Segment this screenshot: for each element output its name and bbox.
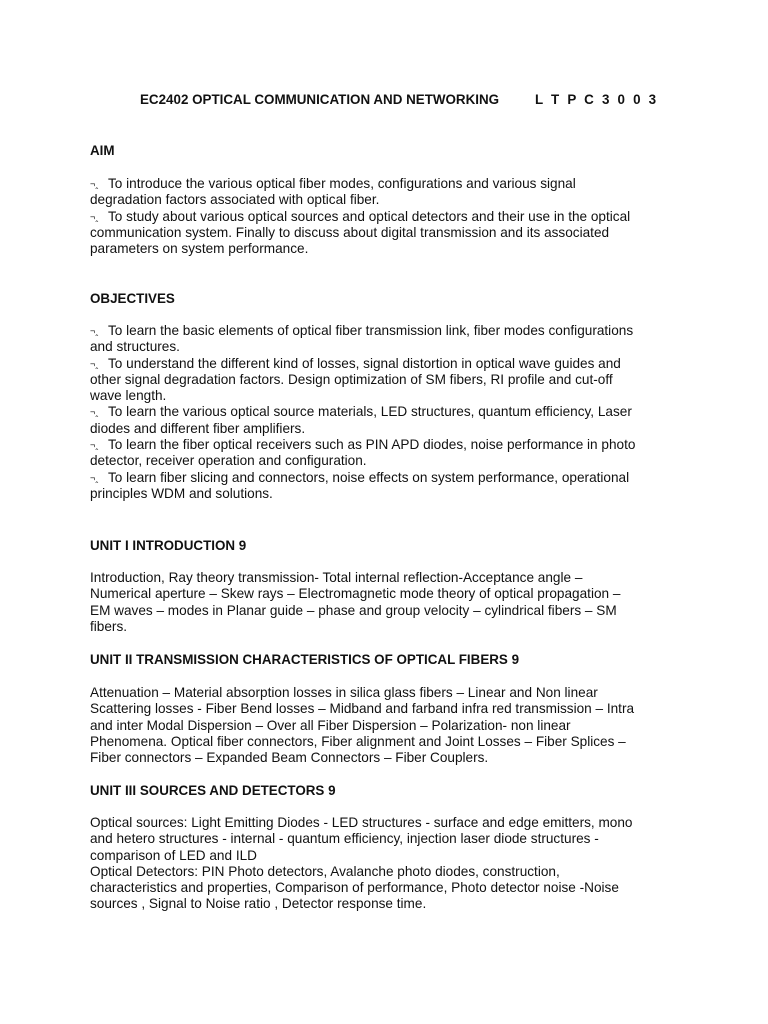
unit3-text <box>90 815 640 913</box>
course-title: EC2402 OPTICAL COMMUNICATION AND NETWORKING <box>140 92 500 107</box>
ltpc-credits: L T P C 3 0 0 3 <box>535 92 659 107</box>
bullet-icon: ¬‸ <box>90 179 99 189</box>
aim-list <box>90 176 640 257</box>
course-title-line <box>140 92 659 107</box>
aim-heading: AIM <box>90 143 115 158</box>
bullet-icon: ¬‸ <box>90 440 99 451</box>
bullet-icon: ¬‸ <box>90 211 99 222</box>
bullet-icon: ¬‸ <box>90 358 99 369</box>
unit1-heading: UNIT I INTRODUCTION 9 <box>90 538 247 553</box>
aim-item: To introduce the various optical fiber modes, configurations and various signal degradation factors associated with optical fiber. <box>90 176 576 208</box>
bullet-icon: ¬‸ <box>90 407 99 418</box>
unit1-text: Introduction, Ray theory transmission- Total internal reflection-Acceptance angle – Numerical aperture – Skew rays – Electromagnetic mode theory of optical propagation – EM waves – modes in Planar guide – phase and group velocity – cylindrical fibers – SM fibers. <box>90 570 621 634</box>
objective-item: To understand the different kind of losses, signal distortion in optical wave guides and other signal degradation factors. Design optimization of SM fibers, RI profile and cut-off wave length. <box>90 355 621 404</box>
unit2-text: Attenuation – Material absorption losses in silica glass fibers – Linear and Non linear Scattering losses - Fiber Bend losses – Midband and farband infra red transmission – Intra and inter Modal Dispersion – Over all Fiber Dispersion – Polarization- non linear Phenomena. Optical fiber connectors, Fiber alignment and Joint Losses – Fiber Splices – Fiber connectors – Expanded Beam Connectors – Fiber Couplers. <box>90 685 635 766</box>
aim-item: To study about various optical sources and optical detectors and their use in the optical communication system. Finally to discuss about digital transmission and its associated parameters on system performance. <box>90 208 631 257</box>
objective-item: To learn fiber slicing and connectors, noise effects on system performance, operational principles WDM and solutions. <box>90 469 630 501</box>
objectives-list <box>90 323 640 502</box>
bullet-icon: ¬‸ <box>90 472 99 483</box>
unit3-detectors-text: Optical Detectors: PIN Photo detectors, Avalanche photo diodes, construction, characteristics and properties, Comparison of performance, Photo detector noise -Noise sources , Signal to Noise ratio , Detector response time. <box>90 863 619 912</box>
bullet-icon: ¬‸ <box>90 326 99 336</box>
objective-item: To learn the basic elements of optical fiber transmission link, fiber modes configurations and structures. <box>90 323 634 355</box>
unit2-heading: UNIT II TRANSMISSION CHARACTERISTICS OF OPTICAL FIBERS 9 <box>90 652 520 667</box>
unit3-heading: UNIT III SOURCES AND DETECTORS 9 <box>90 783 336 798</box>
objectives-heading: OBJECTIVES <box>90 291 175 306</box>
objective-item: To learn the fiber optical receivers such as PIN APD diodes, noise performance in photo detector, receiver operation and configuration. <box>90 437 636 469</box>
objective-item: To learn the various optical source materials, LED structures, quantum efficiency, Laser diodes and different fiber amplifiers. <box>90 404 632 436</box>
unit3-sources-text: Optical sources: Light Emitting Diodes - LED structures - surface and edge emitters, mono and hetero structures - internal - quantum efficiency, injection laser diode structures - comparison of LED and ILD <box>90 815 633 863</box>
